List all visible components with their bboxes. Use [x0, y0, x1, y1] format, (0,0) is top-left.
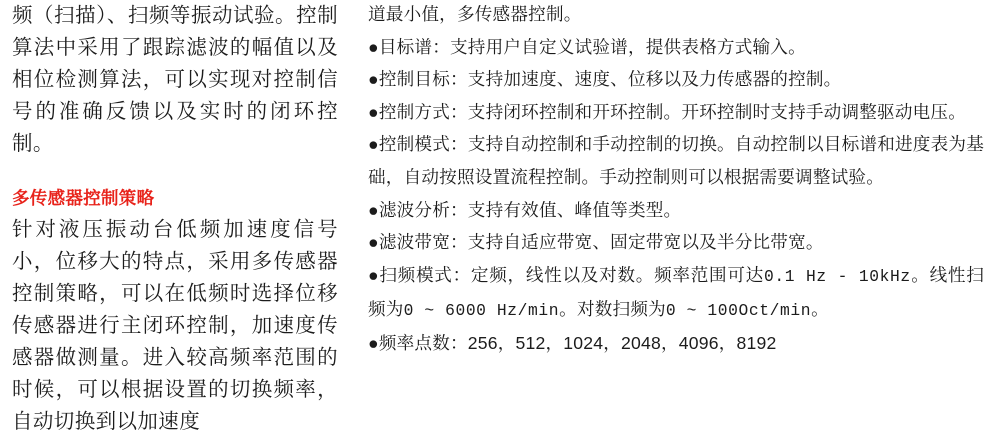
left-paragraph-2: 针对液压振动台低频加速度信号小，位移大的特点，采用多传感器控制策略，可以在低频时选择位移传感器进行主闭环控制，加速度传感器做测量。进入较高频率范围的时候，可以根据设置的切换频率，自动切换到以加速度	[12, 218, 338, 433]
sweep-linear-rate: 0 ~ 6000 Hz/min	[403, 301, 560, 321]
left-text-column	[0, 0, 360, 433]
sweep-prefix-text: ●扫频模式：定频，线性以及对数。频率范围可达	[368, 264, 764, 285]
bullet-target-spectrum: ●目标谱：支持用户自定义试验谱，提供表格方式输入。	[368, 36, 806, 57]
bullet-control-mode: ●控制模式：支持自动控制和手动控制的切换。自动控制以目标谱和进度表为基础，自动按照设置流程控制。手动控制则可以根据需要调整试验。	[368, 134, 984, 187]
left-paragraph-clipped-top: 频（扫描）、扫频等振动试验。控制算法中采用了跟踪滤波的幅值以及相位检测算法，可以实现对控制信号的准确反馈以及实时的闭环控制。	[12, 4, 338, 155]
sweep-log-text: 。对数扫频为	[559, 299, 666, 320]
bullet-control-target: ●控制目标：支持加速度、速度、位移以及力传感器的控制。	[368, 69, 842, 90]
sweep-frequency-range: 0.1 Hz - 10k	[763, 266, 890, 286]
bullet-filter-bandwidth: ●滤波带宽：支持自适应带宽、固定带宽以及半分比带宽。	[368, 232, 824, 253]
bullet-control-method: ●控制方式：支持闭环控制和开环控制。开环控制时支持手动调整驱动电压。	[368, 101, 967, 122]
continued-line: 道最小值，多传感器控制。	[368, 4, 582, 24]
sweep-unit-hz: Hz	[889, 266, 911, 286]
bullet-frequency-points-clipped: ●频率点数：256，512，1024，2048，4096，8192	[368, 332, 777, 353]
section-heading-multi-sensor-strategy: 多传感器控制策略	[12, 188, 155, 208]
bullet-sweep-mode	[368, 259, 984, 328]
sweep-end-punctuation: 。	[811, 299, 829, 320]
sweep-log-rate: 0 ~ 100	[665, 301, 739, 321]
right-text-column	[360, 0, 1000, 408]
sweep-log-unit: Oct/min	[738, 301, 812, 321]
bullet-filter-analysis: ●滤波分析：支持有效值、峰值等类型。	[368, 199, 682, 220]
sweep-linear-text: 。线性扫频为	[368, 264, 984, 320]
clipped-bullet-wrapper	[368, 327, 984, 353]
